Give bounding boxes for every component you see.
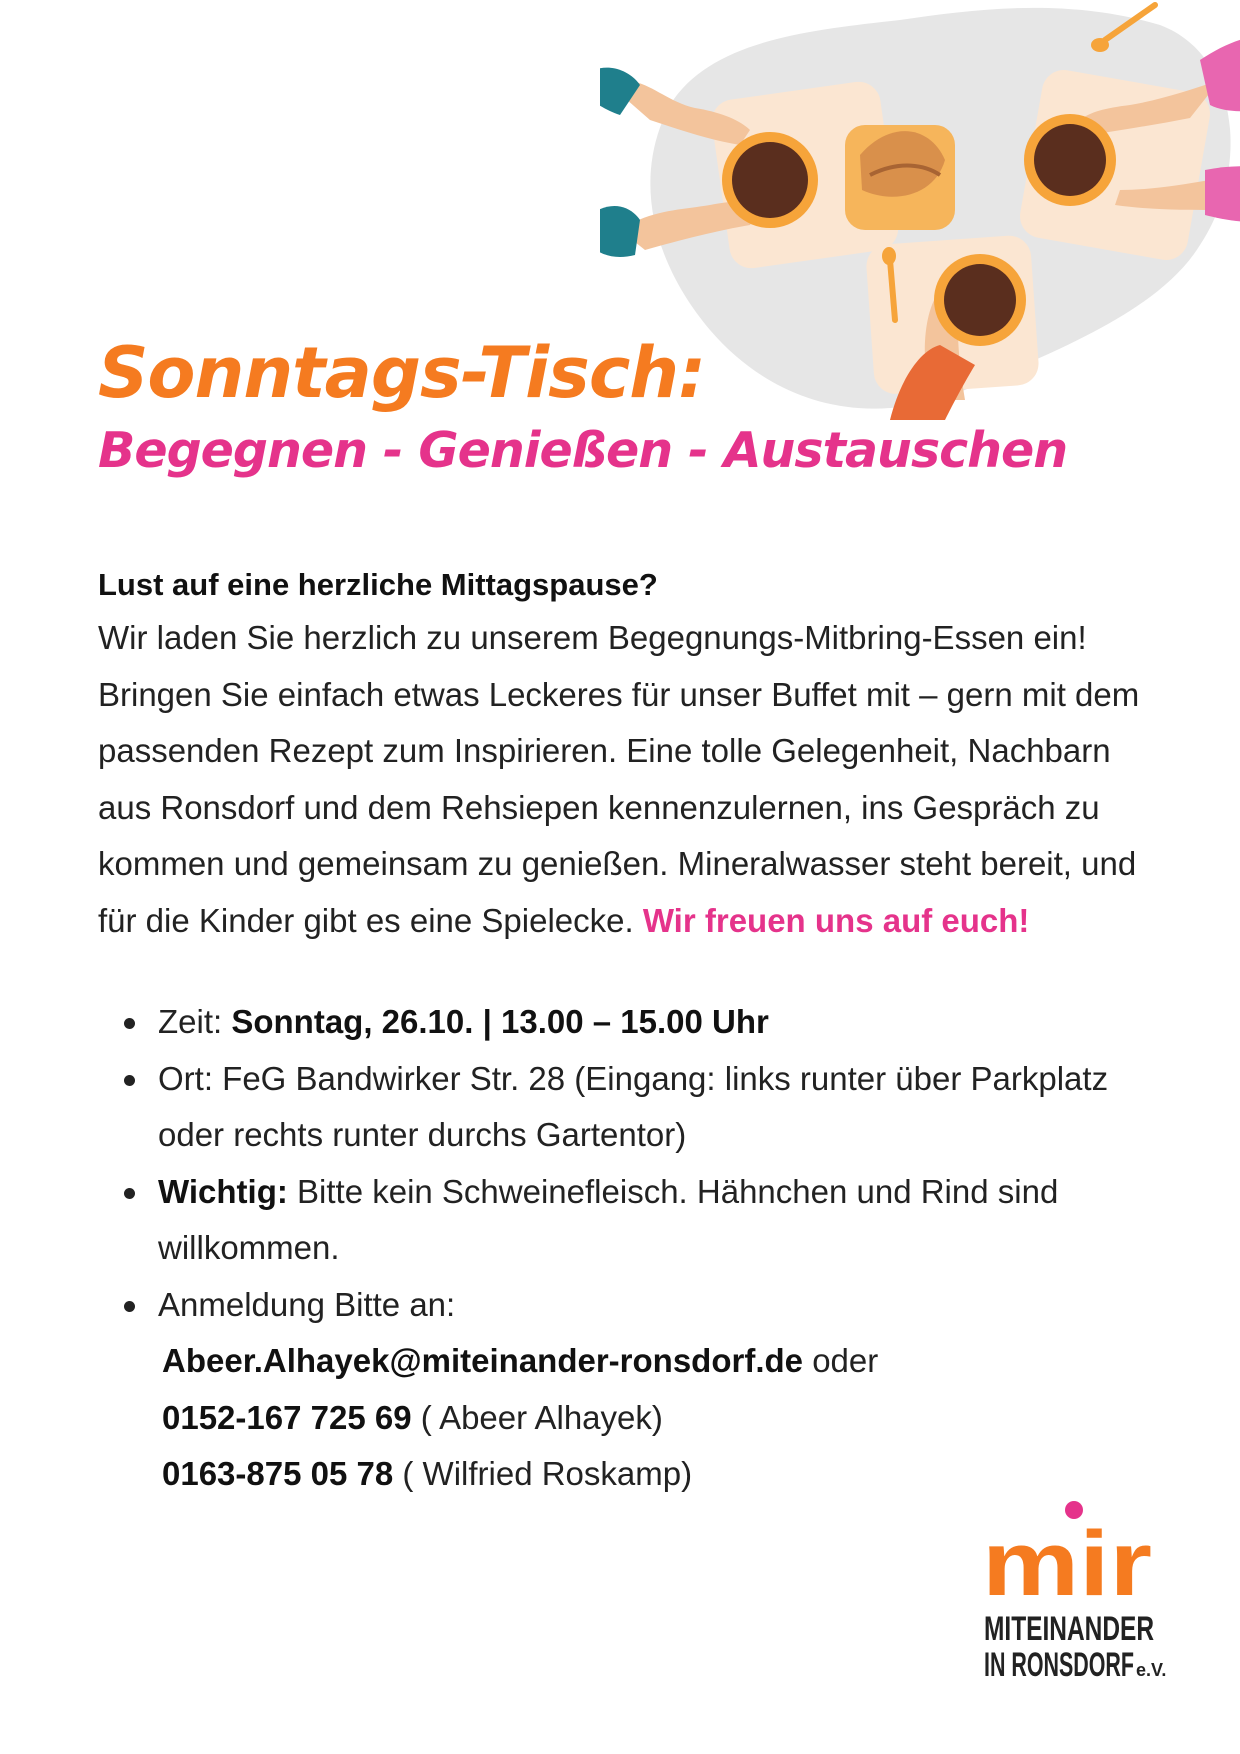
main-content [98,560,1158,1503]
logo-line-2: IN RONSDORF [984,1646,1134,1684]
logo-line-1: MITEINANDER [984,1610,1154,1648]
contact-phone-2-line [158,1446,1158,1503]
contact-phone-1-name: ( Abeer Alhayek) [420,1398,663,1436]
page-title: Sonntags-Tisch: [98,332,706,414]
sleeve-teal-top [600,68,640,115]
contact-phone-1-line [158,1390,1158,1447]
contact-email-line [158,1333,1158,1390]
sleeve-pink-bottom [1205,166,1240,222]
contact-email-suffix: oder [812,1342,879,1379]
detail-important [98,1164,1158,1277]
registration-label: Anmeldung Bitte an: [158,1285,456,1323]
detail-registration [98,1277,1158,1503]
logo-suffix: e.V. [1136,1660,1167,1680]
sleeve-teal-bottom [600,206,640,257]
contact-phone-1[interactable]: 0152-167 725 69 [162,1398,412,1436]
intro-closing: Wir freuen uns auf euch! [642,901,1030,939]
mir-logo [982,1500,1172,1690]
detail-place [98,1051,1158,1164]
place-value: FeG Bandwirker Str. 28 (Eingang: links runter über Parkplatz oder rechts runter durchs Gartentor) [158,1059,1109,1153]
title-block [98,330,1158,486]
contact-phone-2-name: ( Wilfried Roskamp) [402,1455,693,1492]
detail-time [98,994,1158,1051]
contact-phone-2[interactable]: 0163-875 05 78 [162,1455,394,1492]
logo-mark: mir [982,1513,1152,1615]
important-label: Wichtig: [158,1172,288,1210]
important-value: Bitte kein Schweinefleisch. Hähnchen und Rind sind willkommen. [158,1172,1059,1266]
time-label: Zeit: [158,1003,223,1040]
time-value: Sonntag, 26.10. | 13.00 – 15.00 Uhr [231,1003,769,1040]
place-label: Ort: [158,1059,213,1097]
intro-lead: Lust auf eine herzliche Mittagspause? [98,567,658,602]
contact-email[interactable]: Abeer.Alhayek@miteinander-ronsdorf.de [162,1342,804,1379]
page-subtitle: Begegnen - Genießen - Austauschen [98,422,1068,479]
details-list [98,994,1158,1503]
intro-body: Wir laden Sie herzlich zu unserem Begegnungs-Mitbring-Essen ein! Bringen Sie einfach etwas Leckeres für unser Buffet mit – gern mit dem passenden Rezept zum Inspirieren. Eine tolle Gelegenheit, Nachbarn aus Ronsdorf und dem Rehsiepen kennenzulernen, ins Gespräch zu kommen und gemeinsam zu genießen. Mineralwasser steht bereit, und für die Kinder gibt es eine Spielecke. [98,619,1140,939]
intro-paragraph [98,610,1158,949]
